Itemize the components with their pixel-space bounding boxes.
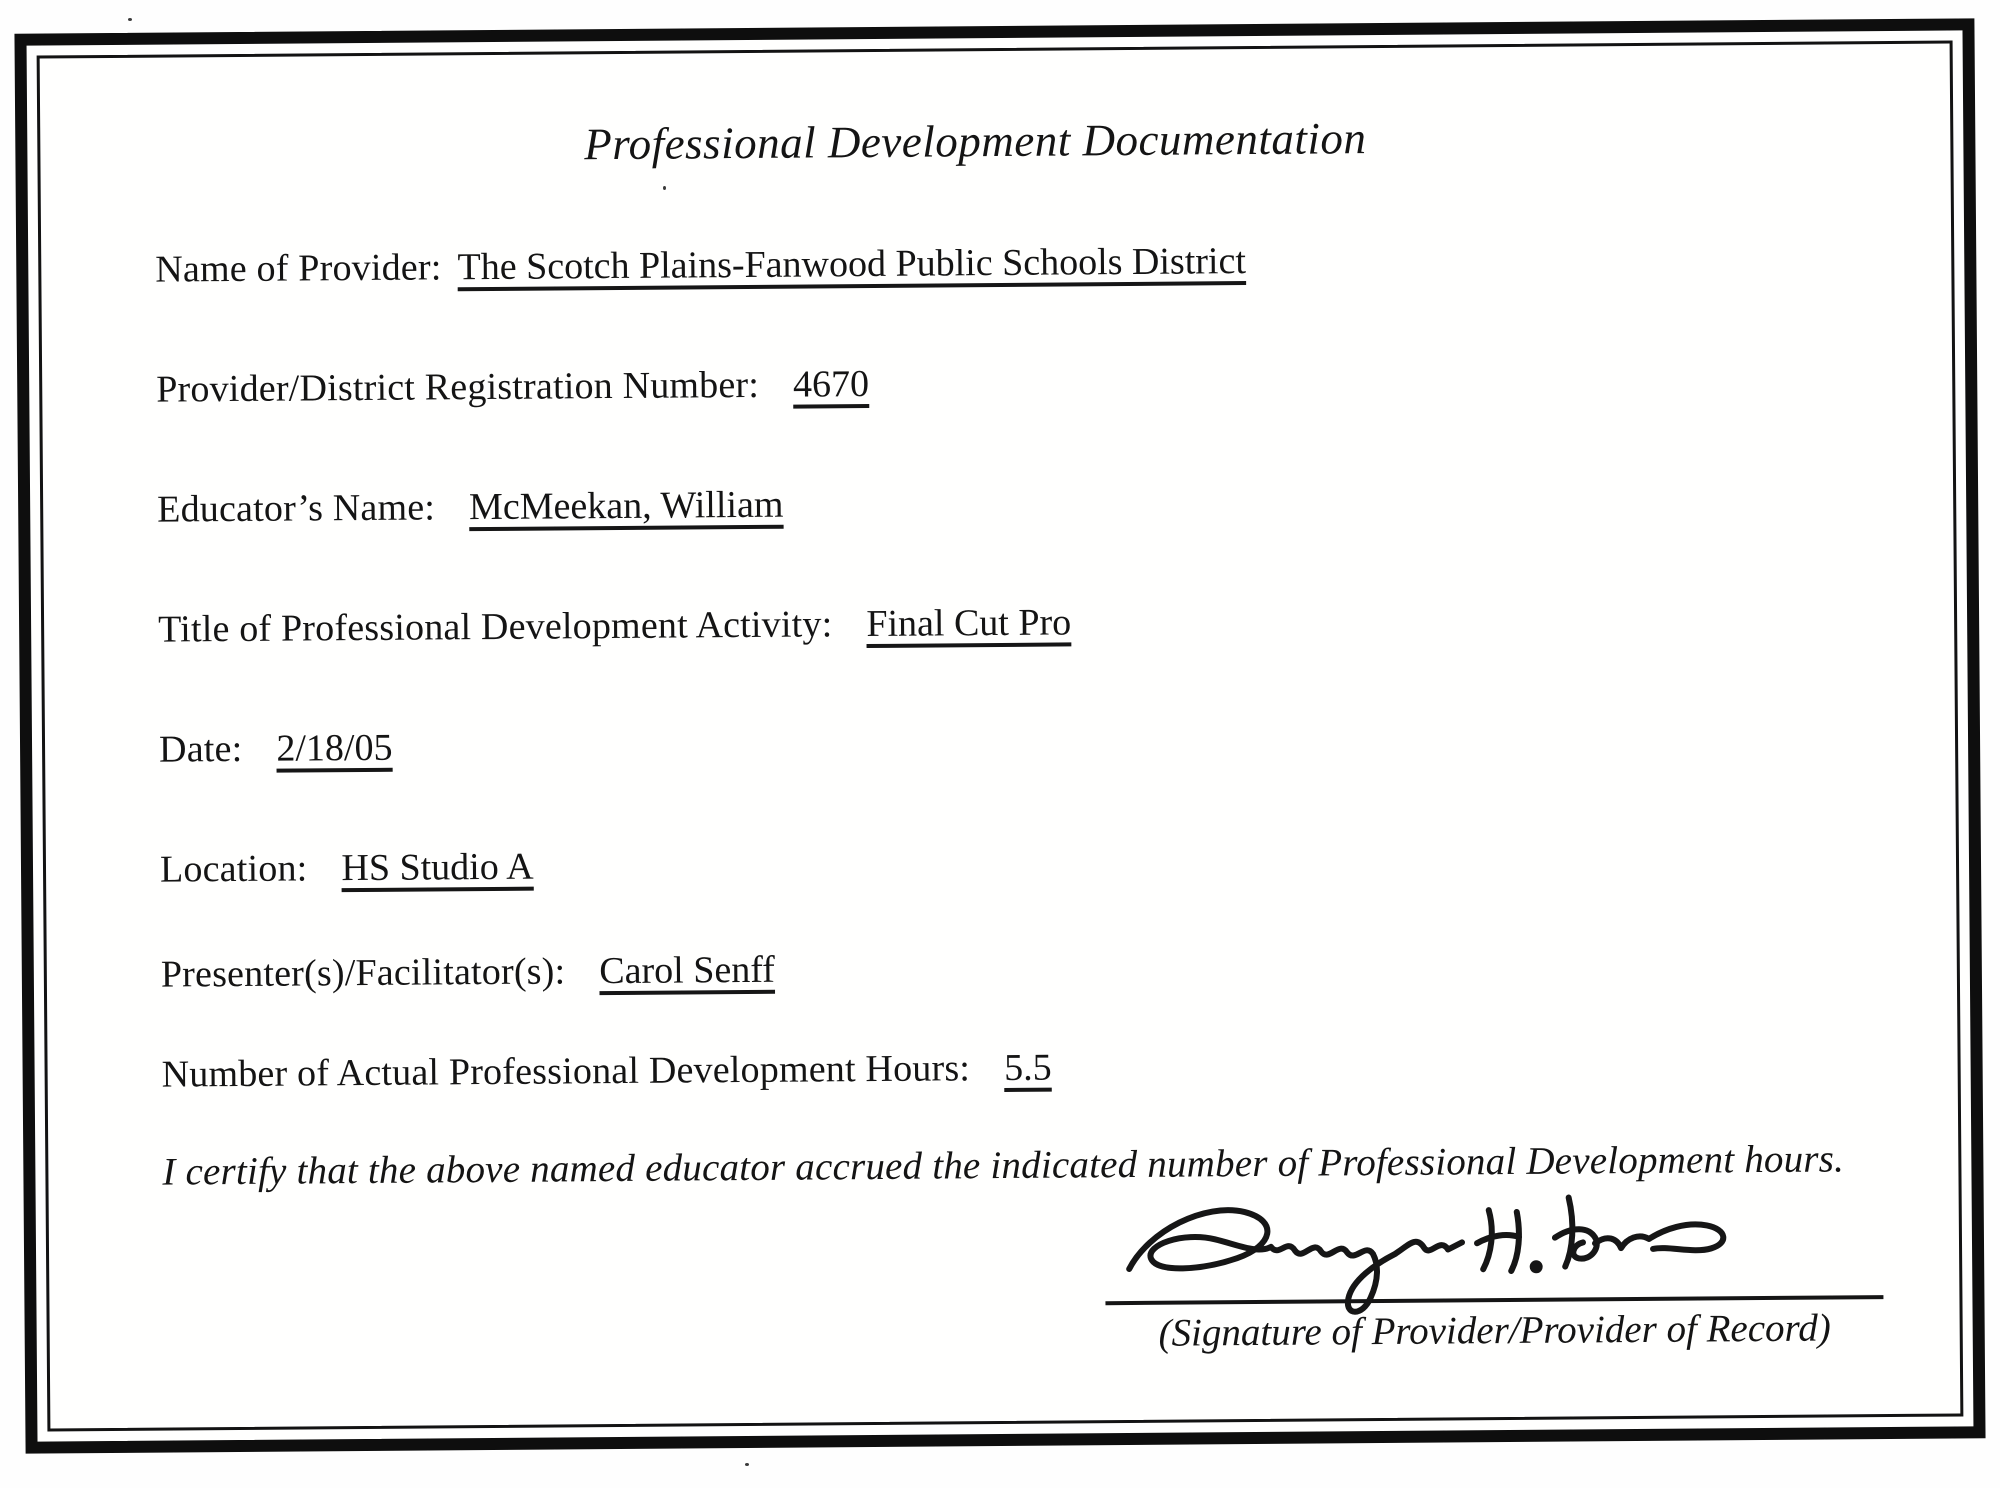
field-label: Provider/District Registration Number: — [156, 363, 760, 411]
document-border-frame — [14, 18, 1985, 1453]
field-value: The Scotch Plains-Fanwood Public Schools District — [457, 240, 1247, 289]
field-label: Location: — [159, 847, 308, 891]
field-row-activity-title — [158, 592, 1896, 654]
field-label: Presenter(s)/Facilitator(s): — [160, 950, 566, 996]
field-value: 2/18/05 — [276, 726, 393, 770]
field-value: 5.5 — [1003, 1046, 1052, 1089]
field-value: McMeekan, William — [468, 483, 784, 529]
scan-speckle — [128, 18, 132, 21]
field-value: Final Cut Pro — [866, 601, 1072, 646]
field-value: HS Studio A — [341, 845, 534, 890]
field-row-presenter — [161, 937, 1899, 999]
field-label: Educator’s Name: — [157, 486, 436, 531]
field-row-date — [159, 712, 1897, 774]
field-row-educator-name — [157, 472, 1895, 534]
signature-image — [1116, 1164, 1757, 1327]
field-row-pd-hours — [161, 1037, 1899, 1099]
field-label: Title of Professional Development Activity: — [157, 603, 833, 651]
document-inner-border — [37, 40, 1964, 1431]
field-row-location — [160, 832, 1898, 894]
field-value: 4670 — [792, 363, 870, 406]
field-value: Carol Senff — [599, 948, 776, 993]
page-title: Professional Development Documentation — [584, 113, 1367, 170]
scan-speckle — [663, 186, 666, 190]
field-label: Number of Actual Professional Development Hours: — [161, 1047, 971, 1096]
field-label: Name of Provider: — [155, 246, 442, 291]
field-row-name-of-provider — [155, 232, 1893, 294]
scan-speckle — [745, 1463, 749, 1466]
field-row-registration-number — [156, 352, 1894, 414]
signature-caption: (Signature of Provider/Provider of Record) — [1158, 1306, 1831, 1355]
document-content — [40, 44, 1961, 1429]
field-label: Date: — [158, 727, 243, 771]
certification-statement: I certify that the above named educator accrued the indicated number of Professional Development hours. — [162, 1137, 1845, 1194]
signature-block — [1104, 1163, 1883, 1356]
